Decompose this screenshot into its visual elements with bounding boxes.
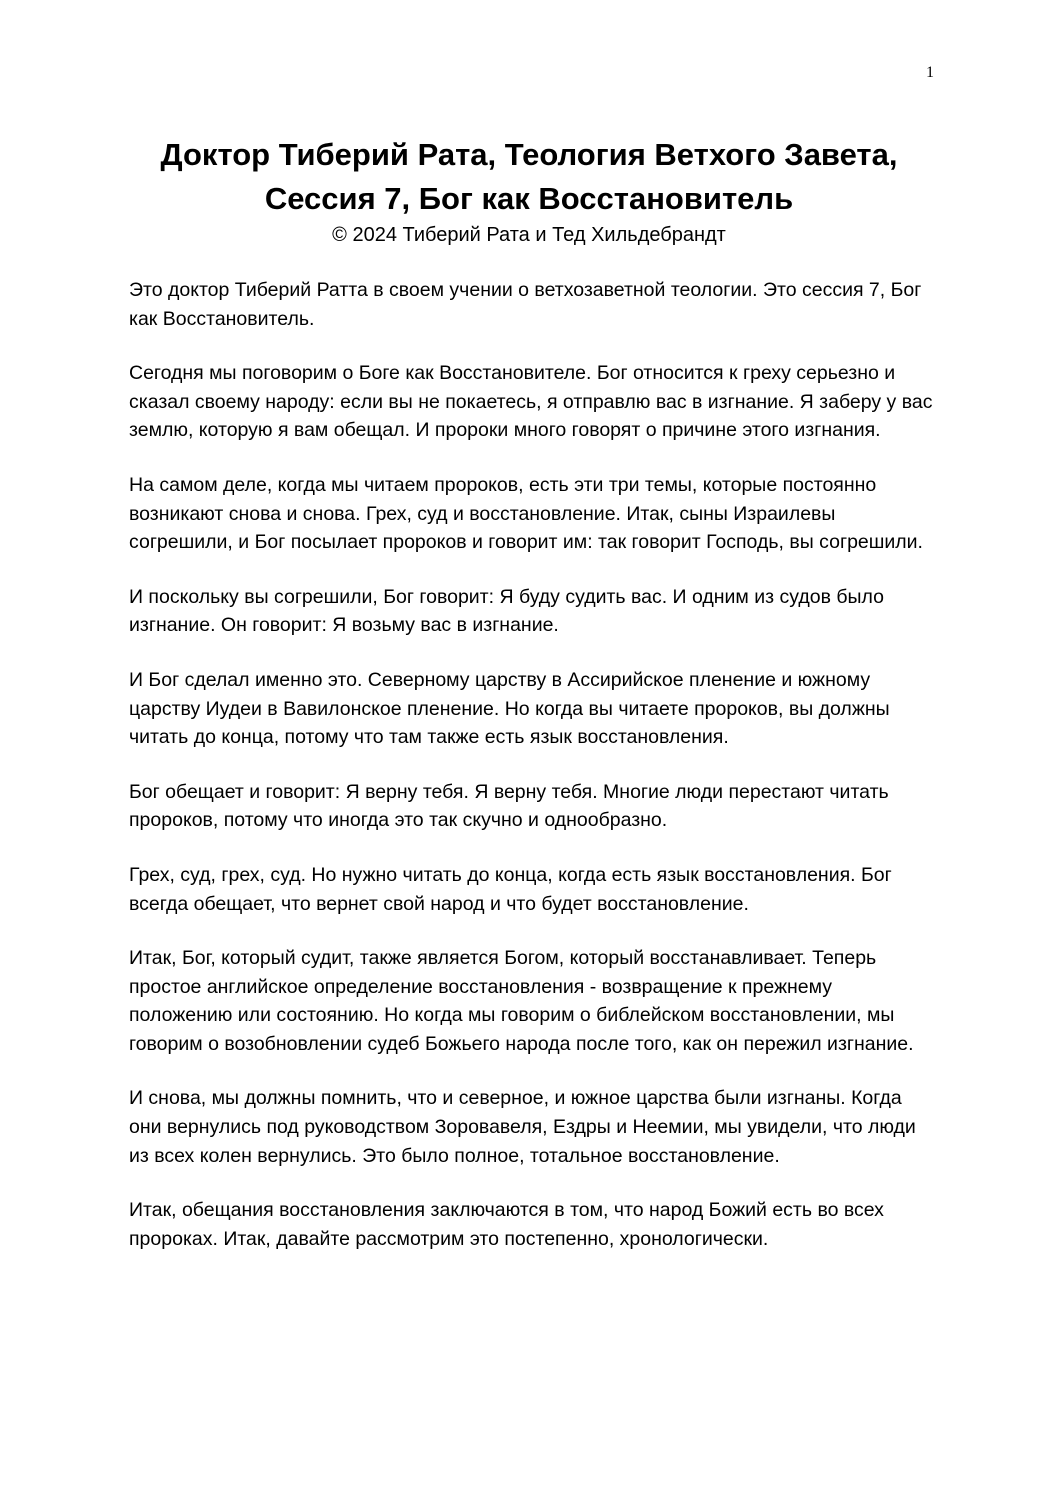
body-text xyxy=(129,276,939,1279)
paragraph: На самом деле, когда мы читаем пророков, есть эти три темы, которые постоянно возникают снова и снова. Грех, суд и восстановление. Итак, сыны Израилевы согрешили, и Бог посылает пророков и говорит им: так говорит Господь, вы согрешили. xyxy=(129,473,923,554)
title-line-1: Доктор Тиберий Рата, Теология Ветхого Завета, xyxy=(160,137,898,172)
title-line-2: Сессия 7, Бог как Восстановитель xyxy=(264,181,794,216)
paragraph: Это доктор Тиберий Ратта в своем учении о ветхозаветной теологии. Это сессия 7, Бог как Восстановитель. xyxy=(129,279,922,330)
paragraph: И поскольку вы согрешили, Бог говорит: Я буду судить вас. И одним из судов было изгнание. Он говорит: Я возьму вас в изгнание. xyxy=(129,585,884,637)
paragraph: Сегодня мы поговорим о Боге как Восстановителе. Бог относится к греху серьезно и сказал своему народу: если вы не покаетесь, я отправлю вас в изгнание. Я заберу у вас землю, которую я вам обещал. И пророки много говорят о причине этого изгнания. xyxy=(129,362,933,442)
paragraph: И Бог сделал именно это. Северному царству в Ассирийское пленение и южному царству Иудеи в Вавилонское пленение. Но когда вы читаете пророков, вы должны читать до конца, потому что там также есть язык восстановления. xyxy=(129,668,890,749)
paragraph: Итак, Бог, который судит, также является Богом, который восстанавливает. Теперь простое английское определение восстановления - возвращение к прежнему положению или состоянию. Но когда мы говорим о библейском восстановлении, мы говорим о возобновлении судеб Божьего народа после того, как он пережил изгнание. xyxy=(129,947,914,1055)
copyright-line: © 2024 Тиберий Рата и Тед Хильдебрандт xyxy=(332,224,726,246)
paragraph: Грех, суд, грех, суд. Но нужно читать до конца, когда есть язык восстановления. Бог всегда обещает, что вернет свой народ и что будет восстановление. xyxy=(129,863,892,915)
paragraph: Итак, обещания восстановления заключаются в том, что народ Божий есть во всех пророках. Итак, давайте рассмотрим это постепенно, хронологически. xyxy=(129,1199,884,1250)
paragraph: И снова, мы должны помнить, что и северное, и южное царства были изгнаны. Когда они вернулись под руководством Зоровавеля, Ездры и Неемии, мы увидели, что люди из всех колен вернулись. Это было полное, тотальное восстановление. xyxy=(129,1087,916,1167)
paragraph: Бог обещает и говорит: Я верну тебя. Я верну тебя. Многие люди перестают читать пророков, потому что иногда это так скучно и однообразно. xyxy=(129,780,889,832)
document-title xyxy=(100,133,958,221)
page-number: 1 xyxy=(926,64,934,81)
